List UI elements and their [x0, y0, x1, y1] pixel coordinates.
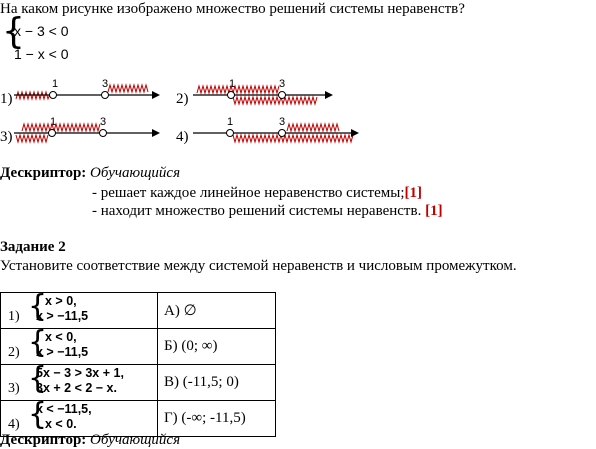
descriptor-2-heading: [0, 432, 180, 449]
option-3-label: 3): [0, 129, 13, 145]
row-ineq-2: x < 0.: [45, 417, 77, 431]
row-number: 4): [8, 417, 20, 432]
option-4-tick-1: 1: [227, 116, 234, 128]
system-brace: {: [2, 11, 25, 52]
descriptor-2-subject: Обучающийся: [90, 432, 181, 448]
option-4-hatch-down: [233, 135, 353, 142]
row-ineq-1: x > 0,: [45, 294, 77, 308]
option-3-tick-3: 3: [100, 116, 107, 128]
option-4-label: 4): [176, 129, 189, 145]
row-brace: {: [28, 289, 48, 324]
option-1-tick-1: 1: [52, 78, 59, 90]
descriptor-item-2: [92, 203, 443, 220]
descriptor-item-1-score: [1]: [404, 185, 422, 201]
row-brace: {: [28, 361, 48, 396]
matching-table: [0, 289, 276, 437]
descriptor-item-2-text: - находит множество решений системы неравенств.: [92, 203, 422, 219]
answer-cell: В) (-11,5; 0): [158, 365, 276, 401]
option-3-point-1: [49, 130, 56, 137]
table-row: [1, 329, 276, 365]
option-3-point-3: [100, 130, 107, 137]
system-cell: [1, 325, 158, 365]
system-cell: [1, 361, 158, 401]
option-4-point-3: [279, 130, 286, 137]
option-2-arrow: [325, 91, 333, 99]
option-1-arrow: [152, 91, 160, 99]
system-line-2: 1 − x < 0: [14, 46, 69, 62]
descriptor-title: Дескриптор:: [0, 165, 87, 181]
option-4-number-line: [193, 114, 368, 144]
option-1-label: 1): [0, 91, 13, 107]
option-2-tick-1: 1: [229, 78, 236, 90]
row-ineq-2: x > −11,5: [36, 345, 89, 359]
descriptor-item-2-score: [1]: [425, 203, 443, 219]
row-number: 1): [8, 309, 20, 324]
option-2-point-1: [228, 92, 235, 99]
row-ineq-2: 3x + 2 < 2 − x.: [36, 381, 117, 395]
task2-title: Задание 2: [0, 239, 66, 255]
row-number: 3): [8, 381, 20, 396]
option-2-tick-3: 3: [279, 78, 286, 90]
option-3-hatch-up: [22, 124, 100, 131]
row-brace: {: [28, 325, 48, 360]
option-2-label: 2): [176, 91, 189, 107]
option-2-point-3: [279, 92, 286, 99]
option-1-point-3: [102, 92, 109, 99]
option-4-hatch-up: [287, 124, 339, 131]
row-ineq-1: x < 0,: [45, 330, 77, 344]
option-2-hatch-up: [197, 86, 279, 93]
task2-instruction: Установите соответствие между системой неравенств и числовым промежутком.: [0, 258, 517, 274]
option-2-hatch-down: [233, 97, 317, 104]
option-4-point-1: [227, 130, 234, 137]
row-brace: {: [28, 397, 48, 432]
option-4-tick-3: 3: [279, 116, 286, 128]
descriptor-item-1: [92, 185, 422, 202]
option-1-number-line: [14, 76, 164, 106]
option-3-tick-1: 1: [50, 116, 57, 128]
option-3-number-line: [14, 114, 164, 144]
row-ineq-2: x > −11,5: [36, 309, 89, 323]
descriptor-2-title: Дескриптор:: [0, 432, 87, 448]
option-4-arrow: [351, 129, 359, 137]
system-line-1: x − 3 < 0: [14, 23, 69, 39]
descriptor-subject: Обучающийся: [90, 165, 181, 181]
option-3-hatch-down: [16, 135, 48, 142]
option-1-hatch-right: [108, 85, 148, 92]
row-ineq-1: 5x − 3 > 3x + 1,: [36, 366, 124, 380]
descriptor-heading: [0, 165, 180, 182]
option-3-arrow: [152, 129, 160, 137]
option-2-number-line: [193, 76, 338, 106]
answer-cell: Г) (-∞; -11,5): [158, 401, 276, 437]
table-row: [1, 365, 276, 401]
system-cell: [1, 289, 158, 329]
option-1-tick-3: 3: [102, 78, 109, 90]
row-ineq-1: x < −11,5,: [36, 402, 92, 416]
answer-cell: А) ∅: [158, 293, 276, 329]
row-number: 2): [8, 345, 20, 360]
question-text: На каком рисунке изображено множество решений системы неравенств?: [0, 1, 465, 17]
table-row: [1, 293, 276, 329]
answer-cell: Б) (0; ∞): [158, 329, 276, 365]
option-1-point-1: [50, 92, 57, 99]
descriptor-item-1-text: - решает каждое линейное неравенство системы;: [92, 185, 405, 201]
